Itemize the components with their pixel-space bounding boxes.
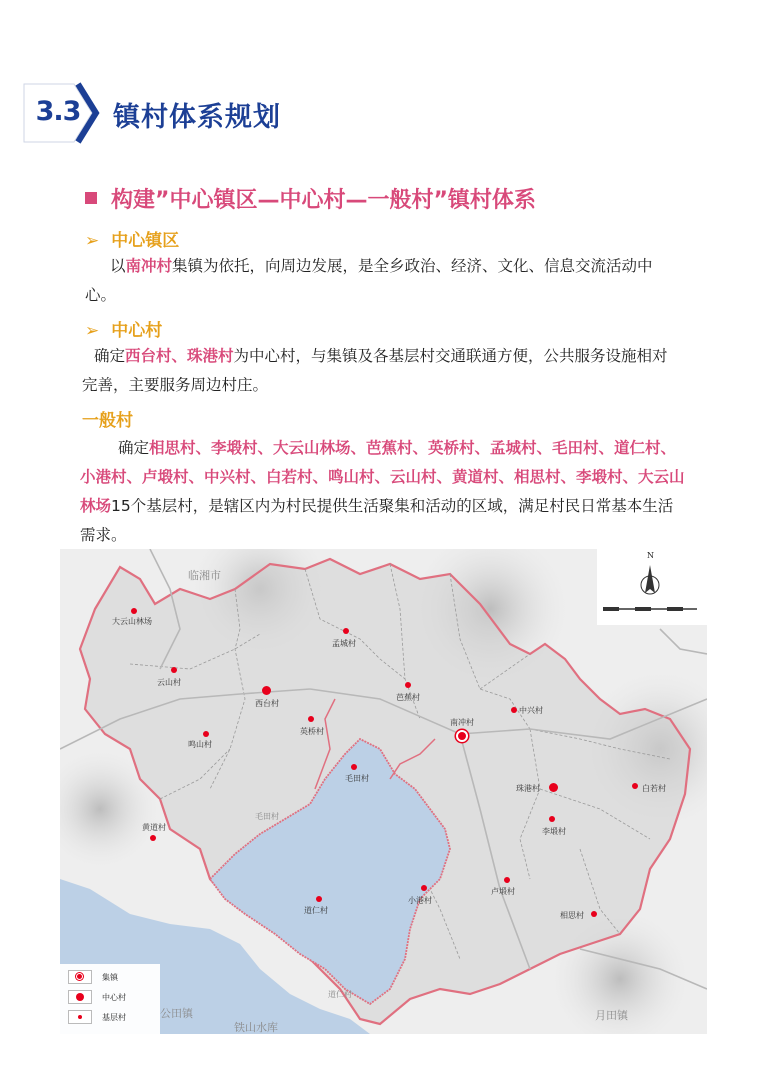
compass-scale-box [597, 549, 707, 625]
village-label-xitai: 西台村 [255, 699, 279, 708]
village-label-maotian: 毛田村 [345, 774, 369, 783]
legend-town [68, 970, 118, 984]
place-label-gongtian: 公田镇 [160, 1007, 193, 1020]
arrow-bullet-icon: ➢ [85, 231, 100, 251]
section-title: 镇村体系规划 [113, 102, 281, 133]
general-village-lead: 确定 [118, 439, 150, 457]
legend-basic [68, 1010, 126, 1024]
legend-town-label: 集镇 [102, 972, 118, 982]
village-label-xiaogang: 小港村 [408, 896, 432, 905]
map-faint-label-maotian: 毛田村 [255, 812, 279, 821]
legend-center-label: 中心村 [102, 992, 126, 1002]
village-marker [316, 896, 322, 902]
legend-center-symbol [68, 990, 92, 1004]
village-marker [150, 835, 156, 841]
village-label-huangdao: 黄道村 [142, 823, 166, 832]
general-village-rest: 15个基层村，是辖区内为村民提供生活聚集和活动的区域，满足村民日常基本生活需求。 [80, 497, 674, 544]
village-label-bajiao: 芭蕉村 [396, 693, 420, 702]
village-label-daoren: 道仁村 [304, 906, 328, 915]
place-label-tieshan: 铁山水库 [234, 1021, 278, 1034]
village-label-mingshan: 鸣山村 [188, 740, 212, 749]
subheading-general-village [82, 406, 133, 431]
legend-center [68, 990, 126, 1004]
center-town-paragraph [85, 252, 675, 310]
place-label-yuetian: 月田镇 [595, 1009, 628, 1022]
subheading-center-town-text: 中心镇区 [111, 231, 180, 251]
village-marker [203, 731, 209, 737]
general-village-paragraph [80, 434, 685, 550]
village-label-baoruo: 白若村 [642, 784, 666, 793]
place-label-linxiang: 临湘市 [188, 569, 221, 582]
village-marker [131, 608, 137, 614]
village-marker [511, 707, 517, 713]
village-label-yunshan: 云山村 [157, 678, 181, 687]
main-heading-text: 构建”中心镇区—中心村—一般村”镇村体系 [111, 188, 536, 213]
arrow-bullet-icon: ➢ [85, 321, 100, 341]
center-village-lead: 确定 [94, 347, 126, 365]
center-town-rest: 集镇为依托，向周边发展，是全乡政治、经济、文化、信息交流活动中心。 [85, 257, 653, 304]
town-marker [456, 730, 468, 742]
village-marker [351, 764, 357, 770]
village-label-luduan: 卢塅村 [491, 887, 515, 896]
center-village-marker [262, 686, 271, 695]
village-marker [632, 783, 638, 789]
village-marker [421, 885, 427, 891]
village-label-zhongxing: 中兴村 [519, 706, 543, 715]
village-marker [405, 682, 411, 688]
center-town-lead: 以 [110, 257, 126, 275]
subheading-general-village-text: 一般村 [82, 411, 133, 431]
subheading-center-town [85, 226, 179, 251]
village-label-nanchong: 南冲村 [450, 718, 474, 727]
village-label-yingqiao: 英桥村 [300, 727, 324, 736]
north-label: N [647, 551, 654, 560]
center-village-marker [549, 783, 558, 792]
legend-town-symbol [68, 970, 92, 984]
square-bullet-icon [85, 192, 97, 204]
center-town-highlight: 南冲村 [125, 257, 173, 275]
village-label-xiangsi: 相思村 [560, 911, 584, 920]
village-label-liduan: 李塅村 [542, 827, 566, 836]
center-village-paragraph [82, 342, 677, 400]
village-marker [308, 716, 314, 722]
village-label-zhugang: 珠港村 [516, 784, 540, 793]
center-village-highlight: 西台村、珠港村 [125, 347, 234, 365]
village-marker [171, 667, 177, 673]
village-label-mengcheng: 孟城村 [332, 639, 356, 648]
village-marker [504, 877, 510, 883]
north-arrow-icon [597, 549, 707, 625]
subheading-center-village [85, 316, 162, 341]
legend-basic-symbol [68, 1010, 92, 1024]
subheading-center-village-text: 中心村 [111, 321, 163, 341]
section-number: 3.3 [35, 96, 81, 127]
village-marker [343, 628, 349, 634]
legend-basic-label: 基层村 [102, 1012, 126, 1022]
main-heading [85, 183, 536, 214]
center-village-rest: 为中心村，与集镇及各基层村交通联通方便，公共服务设施相对完善，主要服务周边村庄。 [82, 347, 668, 394]
village-marker [591, 911, 597, 917]
general-village-highlight: 相思村、李塅村、大云山林场、芭蕉村、英桥村、孟城村、毛田村、道仁村、小港村、卢塅村、中兴村、白若村、鸣山村、云山村、黄道村、相思村、李塅村、大云山林场 [80, 439, 685, 515]
village-system-map [60, 549, 707, 1034]
map-legend [60, 964, 160, 1034]
map-faint-label-daoren: 道仁村 [328, 990, 352, 999]
village-marker [549, 816, 555, 822]
village-label-dayunshan: 大云山林场 [112, 617, 152, 626]
